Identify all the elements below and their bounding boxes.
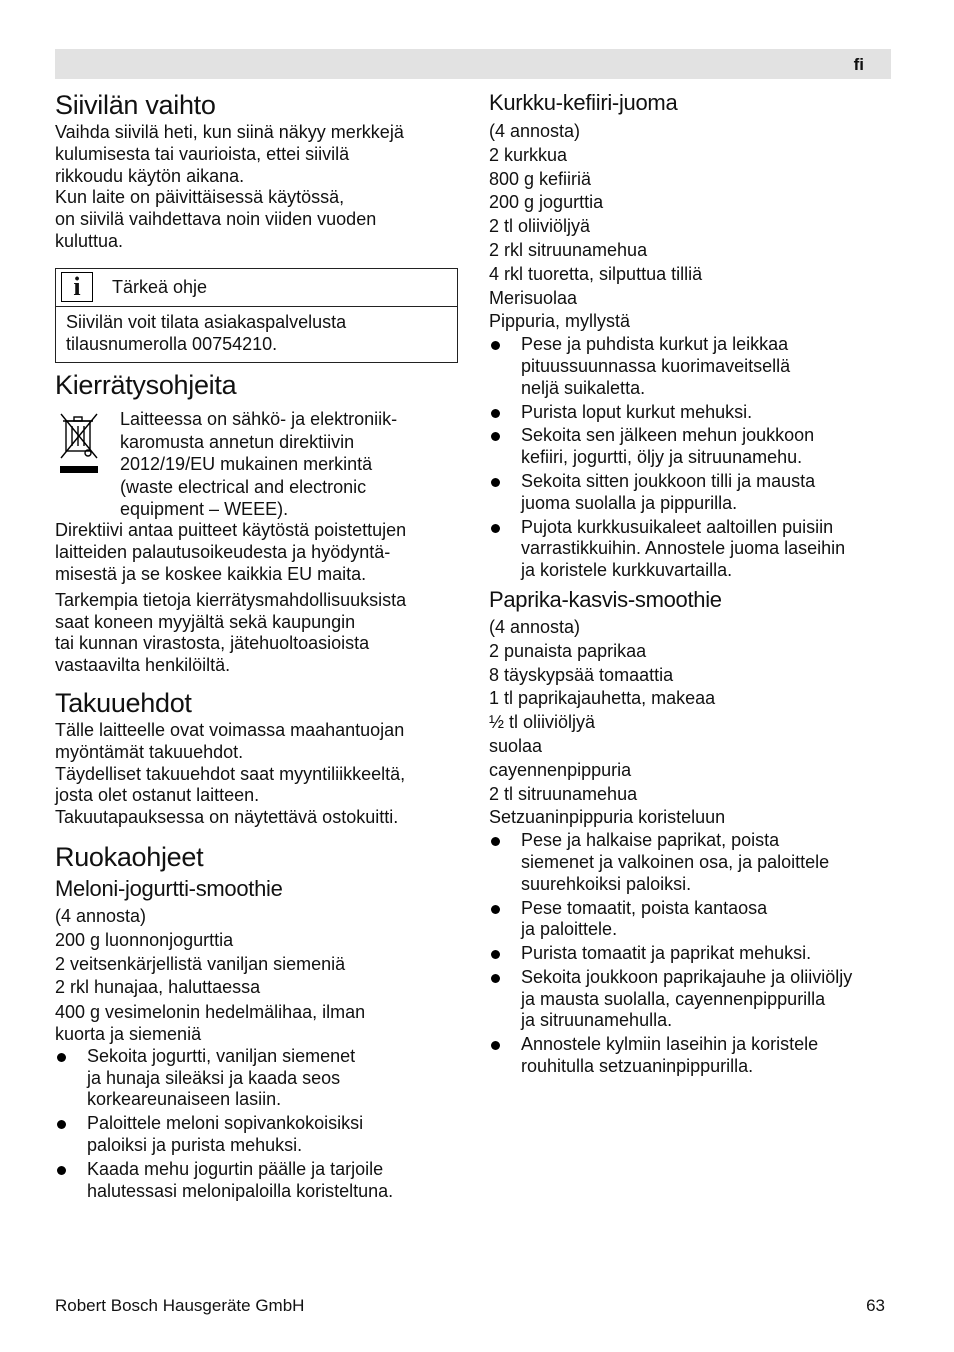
text-line: tai kunnan virastosta, jätehuoltoasioista — [55, 633, 370, 654]
important-note-box — [55, 268, 458, 364]
text-line: Kun laite on päivittäisessä käytössä, — [55, 187, 345, 208]
ingredient: Pippuria, myllystä — [489, 311, 631, 332]
note-header — [56, 269, 457, 307]
text-line: Siivilän voit tilata asiakaspalvelusta — [66, 311, 347, 332]
text-line: Paloittele meloni sopivankokoisiksi — [87, 1113, 364, 1134]
text-line: kefiiri, jogurtti, öljy ja sitruunamehu. — [521, 447, 803, 468]
weee-block — [55, 408, 460, 520]
note-title: Tärkeä ohje — [112, 276, 208, 297]
text-line: Takuutapauksessa on näytettävä ostokuitti. — [55, 807, 399, 828]
text-line: Kaada mehu jogurtin päälle ja tarjoile — [87, 1158, 384, 1179]
text-line: ja hunaja sileäksi ja kaada seos — [87, 1067, 341, 1088]
text-line: kuorta ja siemeniä — [55, 1023, 202, 1044]
ingredient: 2 kurkkua — [489, 144, 568, 165]
warranty-text — [55, 720, 460, 829]
step-item — [489, 402, 891, 424]
text-line: Tälle laitteelle ovat voimassa maahantuojan — [55, 719, 405, 740]
text-line: Pese tomaatit, poista kantaosa — [521, 897, 768, 918]
ingredient: 2 tl oliiviöljyä — [489, 216, 591, 237]
step-item — [489, 898, 891, 942]
text-line: Sekoita joukkoon paprikajauhe ja oliiviöljy — [521, 966, 853, 987]
text-line: ja paloittele. — [521, 919, 618, 940]
text-line: kulumisesta tai vaurioista, ettei siivilä — [55, 143, 350, 164]
section-title-recipes: Ruokaohjeet — [55, 841, 204, 872]
recycling-paragraph-1 — [55, 520, 460, 585]
text-line: 400 g vesimelonin hedelmälihaa, ilman — [55, 1002, 366, 1023]
ingredient: 200 g luonnonjogurttia — [55, 929, 234, 950]
text-line: 2012/19/EU mukainen merkintä — [120, 454, 373, 475]
text-line: laitteiden palautusoikeudesta ja hyödyntä- — [55, 542, 391, 563]
ingredient: 2 punaista paprikaa — [489, 640, 647, 661]
ingredient: 200 g jogurttia — [489, 192, 604, 213]
ingredient: (4 annosta) — [489, 121, 581, 141]
step-item — [55, 1159, 460, 1203]
text-line: karomusta annetun direktiivin — [120, 431, 355, 452]
weee-text — [120, 408, 397, 520]
text-line: pituussuunnassa kuorimaveitsellä — [521, 355, 791, 376]
step-item — [489, 967, 891, 1032]
text-line: ja mausta suolalla, cayennenpippurilla — [521, 988, 826, 1009]
ingredient: ½ tl oliiviöljyä — [489, 712, 596, 733]
ingredient: 8 täyskypsää tomaattia — [489, 664, 674, 685]
section-title-recycling: Kierrätysohjeita — [55, 370, 237, 401]
recipe-title-cucumber: Kurkku-kefiiri-juoma — [489, 90, 678, 115]
text-line: juoma suolalla ja pippurilla. — [521, 492, 738, 513]
step-item — [489, 425, 891, 469]
text-line: halutessasi melonipaloilla koristeltuna. — [87, 1180, 394, 1201]
ingredient: 1 tl paprikajauhetta, makeaa — [489, 688, 716, 709]
text-line: saat koneen myyjältä sekä kaupungin — [55, 611, 356, 632]
text-line: Annostele kylmiin laseihin ja koristele — [521, 1034, 819, 1055]
text-line: suurehkoiksi paloiksi. — [521, 873, 692, 894]
ingredient: cayennenpippuria — [489, 759, 632, 780]
text-line: vastaavilta henkilöiltä. — [55, 655, 231, 676]
info-icon: i — [61, 272, 93, 302]
crossed-bin-icon — [55, 408, 120, 520]
text-line: neljä suikaletta. — [521, 377, 646, 398]
ingredient: Setzuaninpippuria koristeluun — [489, 807, 726, 828]
ingredient-list — [489, 120, 891, 334]
text-line: misestä ja se koskee kaikkia EU maita. — [55, 564, 367, 584]
ingredient-list — [55, 905, 460, 1000]
left-column — [55, 88, 460, 1204]
step-item — [489, 334, 891, 399]
section-title-warranty: Takuuehdot — [55, 687, 192, 718]
step-list — [489, 830, 891, 1078]
text-line: Pujota kurkkusuikaleet aaltoillen puisiin — [521, 516, 834, 537]
text-line: Direktiivi antaa puitteet käytöstä poistettujen — [55, 520, 407, 541]
text-line: equipment – WEEE). — [120, 499, 289, 519]
text-line: ja sitruunamehulla. — [521, 1010, 673, 1031]
step-list — [55, 1046, 460, 1203]
text-line: on siivilä vaihdettava noin viiden vuoden — [55, 209, 377, 230]
note-body — [56, 307, 457, 363]
text-line: Purista loput kurkut mehuksi. — [521, 401, 753, 422]
recycling-paragraph-2 — [55, 590, 460, 677]
text-line: rouhitulla setzuaninpippurilla. — [521, 1056, 754, 1077]
text-line: Sekoita sitten joukkoon tilli ja mausta — [521, 470, 816, 491]
step-item — [489, 830, 891, 895]
ingredient: 2 rkl sitruunamehua — [489, 239, 648, 260]
right-column — [489, 88, 891, 1080]
text-line: Sekoita jogurtti, vaniljan siemenet — [87, 1045, 356, 1066]
language-code: fi — [853, 55, 864, 74]
text-line: (waste electrical and electronic — [120, 476, 367, 497]
text-line: Purista tomaatit ja paprikat mehuksi. — [521, 943, 812, 964]
ingredient: suolaa — [489, 735, 543, 756]
text-line: Pese ja halkaise paprikat, poista — [521, 830, 780, 851]
text-line: tilausnumerolla 00754210. — [66, 333, 278, 354]
text-line: kuluttua. — [55, 230, 124, 251]
strainer-text — [55, 122, 460, 253]
step-item — [489, 1034, 891, 1078]
text-line: myöntämät takuuehdot. — [55, 741, 244, 762]
text-line: Laitteessa on sähkö- ja elektroniik- — [120, 409, 398, 430]
ingredient: 2 veitsenkärjellistä vaniljan siemeniä — [55, 953, 346, 974]
step-item — [489, 517, 891, 582]
step-item — [55, 1046, 460, 1111]
recipe-title-paprika: Paprika-kasvis-smoothie — [489, 586, 722, 612]
text-line: siemenet ja valkoinen osa, ja paloittele — [521, 851, 830, 872]
text-line: Pese ja puhdista kurkut ja leikkaa — [521, 334, 789, 355]
page-number: 63 — [866, 1296, 885, 1315]
text-line: josta olet ostanut laitteen. — [55, 785, 260, 806]
header-bar — [55, 49, 891, 79]
step-item — [489, 943, 891, 965]
ingredient-list — [489, 616, 891, 830]
text-line: paloiksi ja purista mehuksi. — [87, 1134, 303, 1155]
ingredient: Merisuolaa — [489, 287, 578, 308]
step-item — [489, 471, 891, 515]
text-line: Sekoita sen jälkeen mehun joukkoon — [521, 425, 815, 446]
ingredient: 800 g kefiiriä — [489, 168, 592, 189]
section-title-strainer: Siivilän vaihto — [55, 90, 216, 120]
step-list — [489, 334, 891, 582]
text-line: Vaihda siivilä heti, kun siinä näkyy merkkejä — [55, 122, 404, 142]
ingredient: (4 annosta) — [55, 905, 147, 926]
text-line: varrastikkuihin. Annostele juoma laseihin — [521, 538, 846, 559]
ingredient-multiline — [55, 1002, 460, 1046]
text-line: rikkoudu käytön aikana. — [55, 165, 245, 186]
ingredient: 4 rkl tuoretta, silputtua tilliä — [489, 263, 703, 284]
ingredient: 2 rkl hunajaa, haluttaessa — [55, 977, 261, 998]
ingredient: 2 tl sitruunamehua — [489, 783, 638, 804]
recipe-title-melon: Meloni-jogurtti-smoothie — [55, 875, 283, 901]
ingredient: (4 annosta) — [489, 616, 581, 637]
footer-company: Robert Bosch Hausgeräte GmbH — [55, 1296, 305, 1315]
text-line: korkeareunaiseen lasiin. — [87, 1089, 282, 1110]
text-line: Täydelliset takuuehdot saat myyntiliikkeeltä, — [55, 763, 406, 784]
step-item — [55, 1113, 460, 1157]
text-line: Tarkempia tietoja kierrätysmahdollisuuksista — [55, 589, 407, 610]
text-line: ja koristele kurkkuvartailla. — [521, 560, 733, 581]
